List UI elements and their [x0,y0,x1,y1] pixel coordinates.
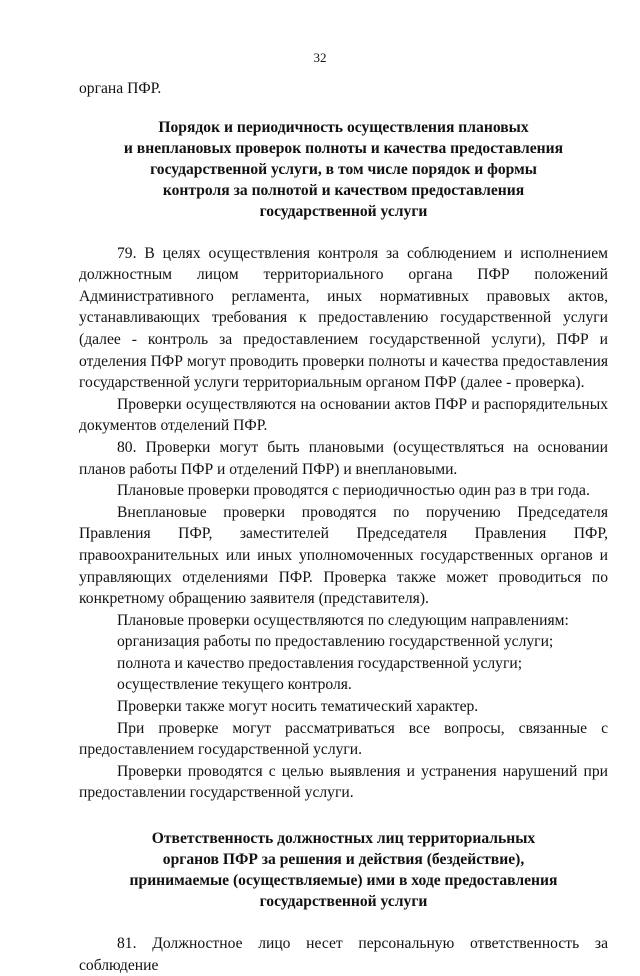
continuation-text: органа ПФР. [79,80,162,97]
heading-line: Ответственность должностных лиц территориальных [151,830,536,848]
paragraph-79: 79. В целях осуществления контроля за соблюдением и исполнением должностным лицом территориального органа ПФР положений Административного регламента, иных нормативных правовых актов, устанавливающих требования к предоставлению государственной услуги (далее - контроль за предоставлением государственной услуги), ПФР и отделения ПФР могут проводить проверки полноты и качества предоставления государственной услуги территориальным органом ПФР (далее - проверка). [79,244,608,392]
heading-line: государственной услуги [259,893,428,911]
heading-line: принимаемые (осуществляемые) ими в ходе предоставления [129,872,558,890]
heading-line: государственной услуги, в том числе порядок и формы [150,160,537,178]
heading-line: Порядок и периодичность осуществления плановых [158,118,529,136]
paragraph: Плановые проверки проводятся с периодичностью один раз в три года. [117,482,590,500]
list-item: полнота и качество предоставления государственной услуги; [117,654,523,672]
paragraph: Проверки осуществляются на основании актов ПФР и распорядительных документов отделений ПФР. [79,395,608,435]
page-number: 32 [313,50,327,65]
heading-line: органов ПФР за решения и действия (бездействие), [162,851,525,869]
document-body [79,78,608,976]
paragraph: Внеплановые проверки проводятся по поручению Председателя Правления ПФР, заместителей Председателя Правления ПФР, правоохранительных или иных уполномоченных государственных органов и управляющих отделениями ПФР. Проверка также может проводиться по конкретному обращению заявителя (представителя). [79,503,608,608]
paragraph-81: 81. Должностное лицо несет персональную ответственность за соблюдение [79,935,608,974]
paragraph: Плановые проверки осуществляются по следующим направлениям: [117,611,569,629]
paragraph: При проверке могут рассматриваться все вопросы, связанные с предоставлением государственной услуги. [79,719,608,759]
paragraph: Проверки также могут носить тематический характер. [117,698,479,716]
paragraph: Проверки проводятся с целью выявления и устранения нарушений при предоставлении государственной услуги. [79,762,608,802]
heading-line: и внеплановых проверок полноты и качества предоставления [123,139,564,157]
paragraph-80: 80. Проверки могут быть плановыми (осуществляться на основании планов работы ПФР и отделений ПФР) и внеплановыми. [79,438,608,478]
heading-line: государственной услуги [259,202,428,220]
list-item: осуществление текущего контроля. [117,676,352,694]
section-heading-inspections [79,117,608,222]
heading-line: контроля за полнотой и качеством предоставления [162,181,525,199]
list-item: организация работы по предоставлению государственной услуги; [117,633,554,651]
section-heading-responsibility [79,828,608,912]
